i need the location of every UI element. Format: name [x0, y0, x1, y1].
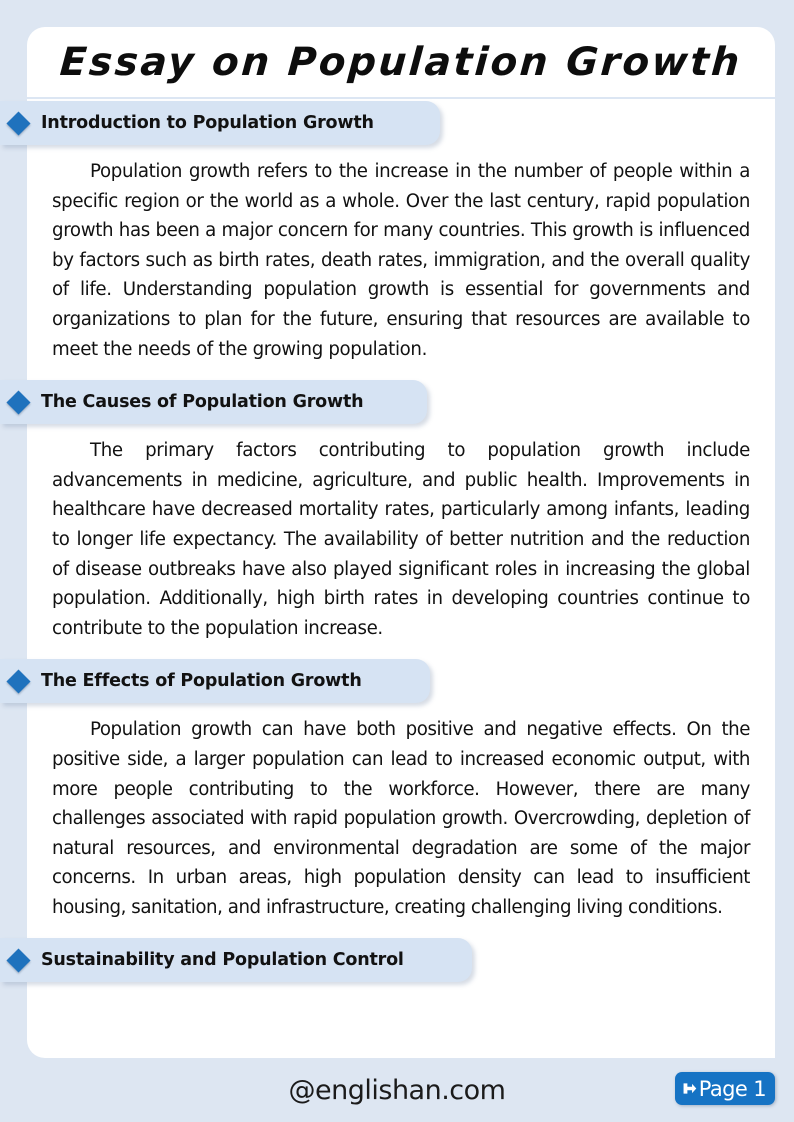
section-heading-label: Sustainability and Population Control [41, 950, 404, 971]
section-heading-label: Introduction to Population Growth [41, 113, 374, 133]
body-region [27, 101, 775, 1058]
heading-inner [0, 659, 362, 703]
diamond-icon [6, 390, 30, 414]
heading-inner [0, 938, 404, 982]
page-number-label: Page 1 [698, 1076, 766, 1101]
title-block [27, 27, 775, 99]
section-heading-introduction [0, 101, 794, 145]
section-heading-label: The Effects of Population Growth [41, 671, 362, 692]
section-heading-causes [0, 380, 794, 424]
diamond-icon [6, 669, 30, 693]
arrow-right-icon [681, 1080, 698, 1097]
heading-inner [0, 101, 374, 145]
section-heading-sustainability [0, 938, 794, 982]
section-heading-effects [0, 659, 794, 703]
page-footer [0, 1058, 794, 1122]
diamond-icon [6, 111, 30, 135]
page-title: Essay on Population Growth [58, 39, 744, 85]
section-paragraph: Population growth can have both positive and negative effects. On the positive side, a larger population can lead to increased economic output, with more people contributing to the workforce. However, there are many challenges associated with rapid population growth. Overcrowding, depletion of natural resources, and environmental degradation are some of the major concerns. In urban areas, high population density can lead to insufficient housing, sanitation, and infrastructure, creating challenging living conditions. [52, 719, 750, 918]
section-heading-label: The Causes of Population Growth [41, 392, 364, 413]
content-card [27, 27, 775, 1058]
diamond-icon [6, 948, 30, 972]
page-number-badge [675, 1072, 775, 1105]
section-paragraph: The primary factors contributing to population growth include advancements in medicine, agriculture, and public health. Improvements in healthcare have decreased mortality rates, particularly among infants, leading to longer life expectancy. The availability of better nutrition and the reduction of disease outbreaks have also played significant roles in increasing the global population. Additionally, high birth rates in developing countries continue to contribute to the population increase. [52, 440, 750, 639]
section-paragraph: Population growth refers to the increase in the number of people within a specific region or the world as a whole. Over the last century, rapid population growth has been a major concern for many countries. This growth is influenced by factors such as birth rates, death rates, immigration, and the overall quality of life. Understanding population growth is essential for governments and organizations to plan for the future, ensuring that resources are available to meet the needs of the growing population. [52, 161, 750, 360]
heading-inner [0, 380, 363, 424]
site-name-label: @englishan.com [288, 1074, 506, 1106]
